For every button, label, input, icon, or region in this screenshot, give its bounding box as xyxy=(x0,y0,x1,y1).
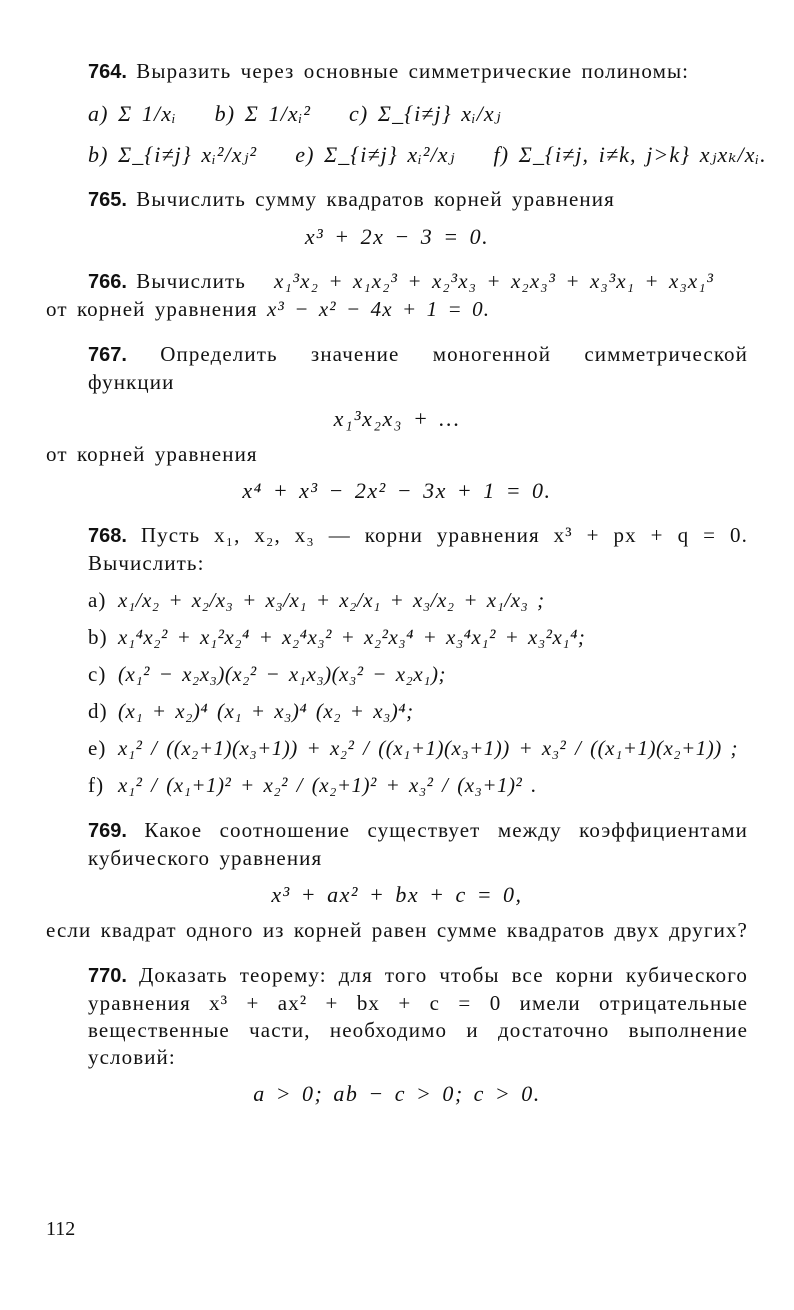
item-label: c) xyxy=(88,662,107,686)
item-expression: x₁² / (x₁+1)² + x₂² / (x₂+1)² + x₃² / (x₃+1)² . xyxy=(118,773,537,797)
item-expression: x₁² / ((x₂+1)(x₃+1)) + x₂² / ((x₁+1)(x₃+1)) + x₃² / ((x₁+1)(x₂+1)) ; xyxy=(118,736,738,760)
problem-number: 765. xyxy=(88,189,127,211)
item-label: b) xyxy=(88,625,108,649)
problem-number: 768. xyxy=(88,525,127,547)
problem-766-statement xyxy=(46,268,748,296)
problem-text: Какое соотношение существует между коэффициентами кубического уравнения xyxy=(88,818,748,870)
problem-text: Выразить через основные симметрические полиномы: xyxy=(136,59,690,83)
problem-770-statement xyxy=(46,962,748,1071)
math-item: a) Σ 1/xᵢ xyxy=(88,101,177,126)
problem-764-row1 xyxy=(46,100,748,127)
problem-769-statement xyxy=(46,817,748,872)
list-item xyxy=(88,772,748,799)
expression: x₁³x₂x₃ + … xyxy=(333,406,461,431)
math-item: b) Σ_{i≠j} xᵢ²/xⱼ² xyxy=(88,142,258,167)
problem-764-row2 xyxy=(46,141,767,168)
problem-769 xyxy=(46,817,748,944)
page-content xyxy=(46,58,767,1116)
expression: x₁³x₂ + x₁x₂³ + x₂³x₃ + x₂x₃³ + x₃³x₁ + x₃x₁³ xyxy=(273,269,715,293)
problem-text: от корней уравнения xyxy=(46,297,258,321)
problem-766-line2 xyxy=(46,296,748,323)
problem-770 xyxy=(46,962,748,1107)
list-item xyxy=(88,587,748,614)
item-expression: (x₁² − x₂x₃)(x₂² − x₁x₃)(x₃² − x₂x₁); xyxy=(118,662,446,686)
problem-767 xyxy=(46,341,748,504)
equation: x⁴ + x³ − 2x² − 3x + 1 = 0. xyxy=(242,478,552,503)
problem-765 xyxy=(46,186,748,250)
problem-number: 766. xyxy=(88,271,127,293)
list-item xyxy=(88,624,748,651)
item-label: a) xyxy=(88,588,107,612)
problem-765-statement xyxy=(46,186,748,214)
item-label: f) xyxy=(88,773,105,797)
item-label: e) xyxy=(88,736,107,760)
list-item xyxy=(88,735,748,762)
problem-text: Вычислить xyxy=(136,269,246,293)
problem-text: если квадрат одного из корней равен сумме квадратов двух других? xyxy=(46,918,748,942)
math-item: e) Σ_{i≠j} xᵢ²/xⱼ xyxy=(295,142,456,167)
math-item: f) Σ_{i≠j, i≠k, j>k} xⱼxₖ/xᵢ. xyxy=(493,142,767,167)
problem-number: 764. xyxy=(88,61,127,83)
item-label: d) xyxy=(88,699,108,723)
problem-764 xyxy=(46,58,767,168)
problem-764-statement xyxy=(46,58,748,86)
problem-number: 769. xyxy=(88,820,127,842)
problem-number: 767. xyxy=(88,344,127,366)
problem-766 xyxy=(46,268,748,323)
conditions: a > 0; ab − c > 0; c > 0. xyxy=(253,1081,541,1106)
problem-number: 770. xyxy=(88,965,127,987)
equation: x³ + ax² + bx + c = 0, xyxy=(271,882,523,907)
problem-text: Определить значение моногенной симметрической функции xyxy=(88,342,748,394)
problem-768 xyxy=(46,522,748,799)
problem-767-statement xyxy=(46,341,748,396)
problem-768-statement xyxy=(46,522,748,577)
problem-768-items xyxy=(46,587,748,799)
item-expression: (x₁ + x₂)⁴ (x₁ + x₃)⁴ (x₂ + x₃)⁴; xyxy=(118,699,414,723)
page-number: 112 xyxy=(46,1218,76,1240)
item-expression: x₁⁴x₂² + x₁²x₂⁴ + x₂⁴x₃² + x₂²x₃⁴ + x₃⁴x₁² + x₃²x₁⁴; xyxy=(118,625,586,649)
list-item xyxy=(88,661,748,688)
math-item: c) Σ_{i≠j} xᵢ/xⱼ xyxy=(349,101,502,126)
problem-text: Пусть x₁, x₂, x₃ — корни уравнения x³ + px + q = 0. Вычислить: xyxy=(88,523,748,575)
list-item xyxy=(88,698,748,725)
problem-text: Доказать теорему: для того чтобы все корни кубического уравнения x³ + ax² + bx + c = 0 имели отрицательные вещественные части, необходимо и достаточно выполнение условий: xyxy=(88,963,748,1069)
equation: x³ − x² − 4x + 1 = 0. xyxy=(267,297,491,321)
math-item: b) Σ 1/xᵢ² xyxy=(214,101,312,126)
equation: x³ + 2x − 3 = 0. xyxy=(304,224,490,249)
problem-text: Вычислить сумму квадратов корней уравнения xyxy=(136,187,615,211)
problem-text: от корней уравнения xyxy=(46,442,258,466)
item-expression: x₁/x₂ + x₂/x₃ + x₃/x₁ + x₂/x₁ + x₃/x₂ + x₁/x₃ ; xyxy=(118,588,545,612)
